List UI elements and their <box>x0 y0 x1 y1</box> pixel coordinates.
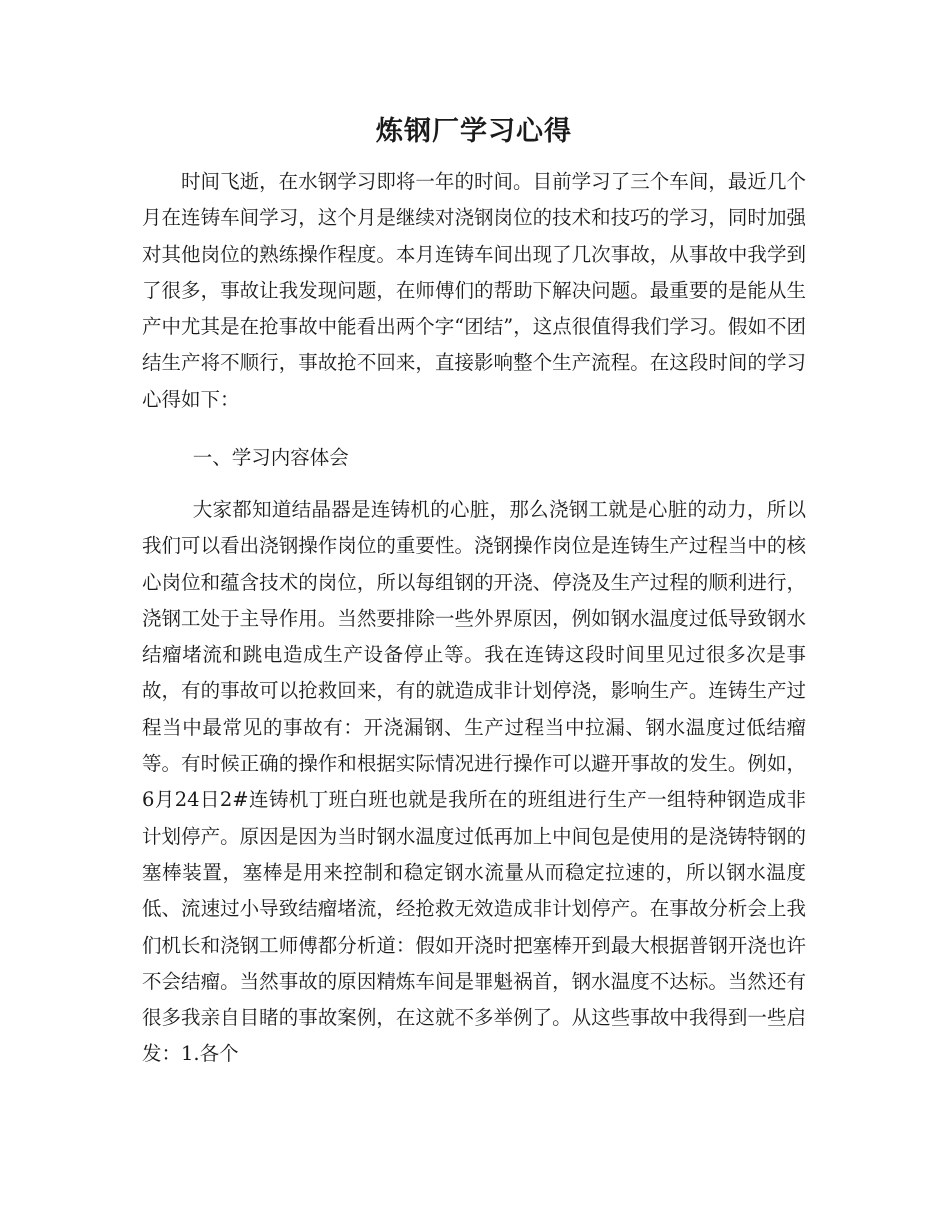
document-title: 炼钢厂学习心得 <box>376 116 572 147</box>
section-heading: 一、学习内容体会 <box>192 446 349 469</box>
intro-paragraph: 时间飞逝，在水钢学习即将一年的时间。目前学习了三个车间，最近几个月在连铸车间学习，这个月是继续对浇钢岗位的技术和技巧的学习，同时加强对其他岗位的熟练操作程度。本月连铸车间出现了几次事故，从事故中我学到了很多，事故让我发现问题，在师傅们的帮助下解决问题。最重要的是能从生产中尤其是在抢事故中能看出两个字“团结”，这点很值得我们学习。假如不团结生产将不顺行，事故抢不回来，直接影响整个生产流程。在这段时间的学习心得如下： <box>142 170 806 411</box>
body-paragraph: 大家都知道结晶器是连铸机的心脏，那么浇钢工就是心脏的动力，所以我们可以看出浇钢操作岗位的重要性。浇钢操作岗位是连铸生产过程当中的核心岗位和蕴含技术的岗位，所以每组钢的开浇、停浇及生产过程的顺利进行，浇钢工处于主导作用。当然要排除一些外界原因，例如钢水温度过低导致钢水结瘤堵流和跳电造成生产设备停止等。我在连铸这段时间里见过很多次是事故，有的事故可以抢救回来，有的就造成非计划停浇，影响生产。连铸生产过程当中最常见的事故有：开浇漏钢、生产过程当中拉漏、钢水温度过低结瘤等。有时候正确的操作和根据实际情况进行操作可以避开事故的发生。例如，6月24日2#连铸机丁班白班也就是我所在的班组进行生产一组特种钢造成非计划停产。原因是因为当时钢水温度过低再加上中间包是使用的是浇铸特钢的塞棒装置，塞棒是用来控制和稳定钢水流量从而稳定拉速的，所以钢水温度低、流速过小导致结瘤堵流，经抢救无效造成非计划停产。在事故分析会上我们机长和浇钢工师傅都分析道：假如开浇时把塞棒开到最大根据普钢开浇也许不会结瘤。当然事故的原因精炼车间是罪魁祸首，钢水温度不达标。当然还有很多我亲自目睹的事故案例，在这就不多举例了。从这些事故中我得到一些启发：1.各个 <box>142 498 806 1066</box>
